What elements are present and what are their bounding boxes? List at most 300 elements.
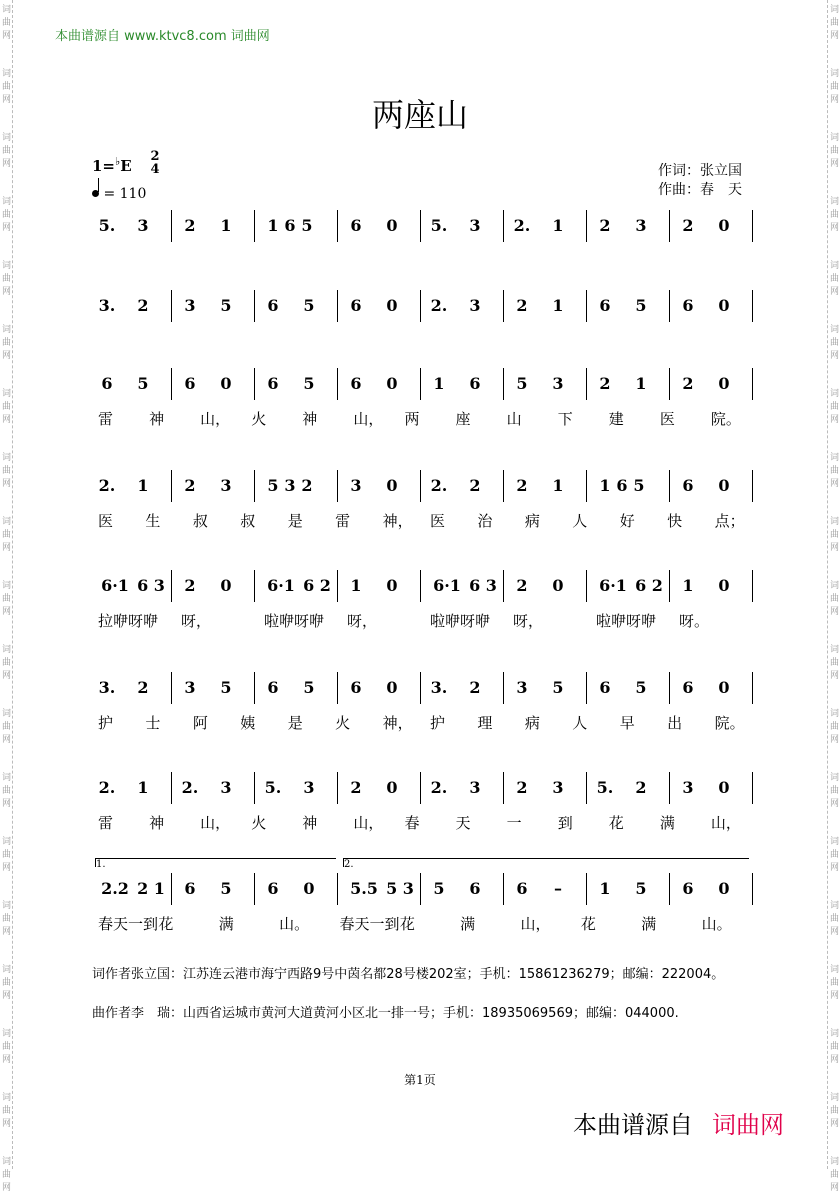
lyric: 早 [619, 714, 635, 732]
barline [752, 873, 753, 905]
barline [669, 672, 670, 704]
watermark-char: 网 [1, 607, 11, 617]
right-margin-watermark [827, 0, 840, 1193]
note: 3 [184, 678, 196, 697]
note: 0 [386, 216, 398, 235]
barline [669, 570, 670, 602]
watermark-char: 词 [1, 645, 11, 655]
note: 2 [184, 216, 196, 235]
watermark-char: 曲 [1, 978, 11, 988]
lyric: 下 [557, 410, 573, 428]
note: 2 [635, 778, 647, 797]
note: 2 [516, 476, 528, 495]
watermark-char: 曲 [1, 146, 11, 156]
barline [503, 368, 504, 400]
watermark-char: 词 [1, 389, 11, 399]
lyric: 啦咿呀咿 [264, 612, 325, 630]
lyric: 雷 [98, 814, 114, 832]
watermark-char: 网 [829, 1055, 839, 1065]
note: 5. [98, 216, 116, 235]
barline [337, 672, 338, 704]
note: 0 [386, 296, 398, 315]
note: 2 [301, 476, 313, 495]
note: 2. [513, 216, 531, 235]
lyric: 理 [477, 714, 493, 732]
watermark-char: 网 [1, 863, 11, 873]
lyric: 神 [302, 410, 318, 428]
note: 6 [469, 879, 481, 898]
watermark-char: 曲 [829, 82, 839, 92]
barline [752, 570, 753, 602]
note: 5 [303, 296, 315, 315]
left-margin-watermark [0, 0, 13, 1193]
barline [503, 873, 504, 905]
lyric: 山， [200, 410, 231, 428]
watermark-char: 网 [829, 1119, 839, 1129]
note: 5 [433, 879, 445, 898]
watermark-char: 曲 [829, 210, 839, 220]
watermark-char: 网 [1, 479, 11, 489]
lyric: 姨 [240, 714, 256, 732]
watermark-char: 网 [829, 927, 839, 937]
barline [420, 873, 421, 905]
note: 0 [718, 879, 730, 898]
note: 2 [184, 476, 196, 495]
note: 0 [718, 296, 730, 315]
watermark-char: 曲 [829, 530, 839, 540]
note: 2 [469, 476, 481, 495]
watermark-char: 词 [829, 5, 839, 15]
note: 5.5 [350, 879, 378, 898]
note: 5 [220, 678, 232, 697]
note: 3 [184, 296, 196, 315]
note: 1 [635, 374, 647, 393]
lyric: 花 [158, 915, 174, 933]
note: 6 [682, 476, 694, 495]
watermark-char: 词 [1, 5, 11, 15]
note: 1 [350, 576, 362, 595]
lyric: 拉咿呀咿 [98, 612, 159, 630]
note: 3 [552, 374, 564, 393]
note: 3 [220, 476, 232, 495]
barline [420, 210, 421, 242]
watermark-char: 网 [1, 543, 11, 553]
watermark-char: 词 [1, 1093, 11, 1103]
watermark-char: 词 [1, 901, 11, 911]
watermark-char: 词 [829, 901, 839, 911]
barline [171, 210, 172, 242]
barline [420, 672, 421, 704]
lyric: 叔 [192, 512, 208, 530]
barline [337, 368, 338, 400]
note: 1 [552, 476, 564, 495]
barline [337, 290, 338, 322]
note: 6 [599, 678, 611, 697]
watermark-char: 词 [1, 709, 11, 719]
watermark-char: 曲 [829, 274, 839, 284]
lyric: 一 [506, 814, 522, 832]
lyric: 医 [659, 410, 675, 428]
watermark-char: 词 [1, 133, 11, 143]
watermark-char: 词 [829, 709, 839, 719]
barline [669, 873, 670, 905]
note: 2 [682, 374, 694, 393]
watermark-char: 词 [829, 773, 839, 783]
lyric: 神 [149, 814, 165, 832]
lyric: 是 [287, 512, 303, 530]
note: 5 [137, 374, 149, 393]
lyric: 花 [580, 915, 596, 933]
lyric: 雷 [98, 410, 114, 428]
watermark-char: 词 [1, 837, 11, 847]
lyric: 啦咿呀咿 [596, 612, 657, 630]
barline [669, 368, 670, 400]
note: 3 [137, 216, 149, 235]
note: 0 [386, 678, 398, 697]
watermark-char: 曲 [829, 1170, 839, 1180]
barline [171, 290, 172, 322]
watermark-char: 网 [1, 415, 11, 425]
lyric: 神， [382, 512, 413, 530]
note: 2. [98, 778, 116, 797]
note: 2 [184, 576, 196, 595]
note: 3 [220, 778, 232, 797]
lyric: 呀， [513, 612, 544, 630]
barline [669, 210, 670, 242]
note: 1 [552, 216, 564, 235]
note: 2. [430, 296, 448, 315]
watermark-char: 词 [829, 1029, 839, 1039]
song-title: 两座山 [371, 96, 468, 134]
footer-composer-contact: 曲作者李 瑞：山西省运城市黄河大道黄河小区北一排一号；手机：18935069569；邮编：044000. [92, 1006, 679, 1021]
barline [586, 672, 587, 704]
note: 0 [718, 216, 730, 235]
note: – [554, 879, 562, 898]
barline [337, 570, 338, 602]
note: 1 [552, 296, 564, 315]
barline [420, 290, 421, 322]
key-signature: 1=♭E [92, 155, 132, 175]
note: 6 [682, 678, 694, 697]
note: 3. [430, 678, 448, 697]
note: 5 [303, 678, 315, 697]
barline [171, 873, 172, 905]
barline [337, 772, 338, 804]
note: 0 [386, 778, 398, 797]
lyric: 春 [404, 814, 420, 832]
note: 0 [303, 879, 315, 898]
note: 0 [386, 374, 398, 393]
watermark-char: 网 [1, 31, 11, 41]
watermark-char: 曲 [829, 978, 839, 988]
lyric: 山， [353, 814, 384, 832]
lyric: 山。 [701, 915, 732, 933]
barline [503, 772, 504, 804]
watermark-char: 网 [1, 671, 11, 681]
watermark-char: 曲 [1, 1170, 11, 1180]
barline [420, 470, 421, 502]
lyric: 满 [460, 915, 476, 933]
barline [503, 672, 504, 704]
watermark-char: 网 [1, 735, 11, 745]
watermark-char: 曲 [1, 722, 11, 732]
note: 5 [516, 374, 528, 393]
barline [420, 772, 421, 804]
watermark-char: 网 [829, 607, 839, 617]
lyric: 两 [404, 410, 420, 428]
watermark-char: 网 [829, 351, 839, 361]
barline [586, 470, 587, 502]
barline [586, 570, 587, 602]
note: 3 [469, 216, 481, 235]
barline [669, 290, 670, 322]
barline [254, 470, 255, 502]
lyric: 治 [477, 512, 493, 530]
note: 6 3 [137, 576, 165, 595]
watermark-char: 词 [829, 1157, 839, 1167]
note: 1 [599, 879, 611, 898]
note: 6 [516, 879, 528, 898]
source-header[interactable]: 本曲谱源自 www.ktvc8.com 词曲网 [55, 29, 270, 44]
watermark-char: 词 [829, 197, 839, 207]
barline [337, 470, 338, 502]
note: 3 [469, 778, 481, 797]
lyric: 到 [557, 814, 573, 832]
lyric: 满 [218, 915, 234, 933]
note: 6 2 [635, 576, 663, 595]
lyric: 神， [382, 714, 413, 732]
barline [254, 873, 255, 905]
note: 1 [137, 778, 149, 797]
note: 2. [430, 476, 448, 495]
note: 2.2 [101, 879, 129, 898]
note: 2 [516, 576, 528, 595]
watermark-char: 网 [1, 223, 11, 233]
watermark-char: 曲 [1, 914, 11, 924]
barline [752, 772, 753, 804]
note: 3. [98, 296, 116, 315]
watermark-char: 词 [829, 965, 839, 975]
note: 6 [101, 374, 113, 393]
barline [586, 290, 587, 322]
note: 2 [469, 678, 481, 697]
watermark-char: 词 [829, 133, 839, 143]
composer-credit: 作曲：春 天 [658, 182, 742, 198]
note: 1 [599, 476, 611, 495]
note: 2 [516, 778, 528, 797]
note: 0 [718, 678, 730, 697]
note: 6 [267, 374, 279, 393]
watermark-char: 曲 [829, 1042, 839, 1052]
watermark-char: 曲 [1, 1106, 11, 1116]
lyric: 山， [353, 410, 384, 428]
watermark-char: 词 [1, 965, 11, 975]
lyric: 出 [667, 714, 683, 732]
watermark-char: 词 [829, 645, 839, 655]
note: 6 [267, 879, 279, 898]
watermark-char: 网 [829, 159, 839, 169]
watermark-char: 曲 [829, 914, 839, 924]
note: 0 [220, 576, 232, 595]
watermark-char: 曲 [829, 402, 839, 412]
barline [752, 368, 753, 400]
watermark-char: 网 [1, 287, 11, 297]
watermark-char: 词 [829, 837, 839, 847]
watermark-char: 词 [1, 197, 11, 207]
note: 5. [264, 778, 282, 797]
barline [503, 570, 504, 602]
watermark-char: 曲 [1, 658, 11, 668]
note: 5 [635, 296, 647, 315]
note: 3 [303, 778, 315, 797]
brand-link[interactable]: 词曲网 [712, 1111, 784, 1139]
note: 2 1 [137, 879, 165, 898]
note: 6 [616, 476, 628, 495]
lyric: 春天一到 [339, 915, 400, 933]
note: 6 [469, 374, 481, 393]
note: 1 [137, 476, 149, 495]
watermark-char: 词 [1, 453, 11, 463]
lyric: 生 [145, 512, 161, 530]
note: 6 [350, 216, 362, 235]
watermark-char: 网 [1, 95, 11, 105]
watermark-char: 曲 [829, 850, 839, 860]
quarter-note-icon [92, 190, 99, 197]
lyric: 阿 [192, 714, 208, 732]
note: 6 [284, 216, 296, 235]
note: 5 [635, 678, 647, 697]
lyric: 人 [572, 714, 588, 732]
watermark-char: 曲 [829, 594, 839, 604]
note: 6 [682, 296, 694, 315]
lyric: 病 [524, 714, 540, 732]
watermark-char: 曲 [1, 594, 11, 604]
watermark-char: 曲 [1, 402, 11, 412]
watermark-char: 网 [829, 1183, 839, 1193]
note: 2 [137, 296, 149, 315]
note: 6·1 [267, 576, 295, 595]
lyric: 啦咿呀咿 [430, 612, 491, 630]
note: 5 [635, 879, 647, 898]
note: 3. [98, 678, 116, 697]
lyric: 医 [98, 512, 114, 530]
lyric: 满 [659, 814, 675, 832]
barline [420, 570, 421, 602]
watermark-char: 曲 [829, 786, 839, 796]
note: 6·1 [101, 576, 129, 595]
watermark-char: 词 [829, 453, 839, 463]
note: 6 [682, 879, 694, 898]
tempo-marking: = 110 [92, 186, 146, 202]
lyric: 院。 [710, 410, 741, 428]
lyric: 花 [608, 814, 624, 832]
note: 3 [635, 216, 647, 235]
note: 2. [430, 778, 448, 797]
note: 3 [552, 778, 564, 797]
note: 0 [718, 374, 730, 393]
lyric: 快 [667, 512, 683, 530]
watermark-char: 曲 [1, 530, 11, 540]
lyric: 神 [149, 410, 165, 428]
lyric: 士 [145, 714, 161, 732]
barline [254, 672, 255, 704]
barline [420, 368, 421, 400]
barline [752, 210, 753, 242]
watermark-char: 词 [1, 773, 11, 783]
barline [586, 772, 587, 804]
note: 2 [137, 678, 149, 697]
barline [171, 470, 172, 502]
lyric: 天 [455, 814, 471, 832]
note: 0 [552, 576, 564, 595]
watermark-char: 词 [829, 69, 839, 79]
lyric: 山， [200, 814, 231, 832]
barline [254, 210, 255, 242]
barline [254, 570, 255, 602]
watermark-char: 曲 [1, 18, 11, 28]
lyric: 护 [98, 714, 114, 732]
watermark-char: 网 [829, 991, 839, 1001]
barline [752, 470, 753, 502]
watermark-char: 网 [1, 799, 11, 809]
note: 5. [430, 216, 448, 235]
note: 6·1 [599, 576, 627, 595]
barline [337, 210, 338, 242]
lyric: 医 [430, 512, 446, 530]
watermark-char: 网 [1, 991, 11, 1001]
note: 5 [301, 216, 313, 235]
watermark-char: 网 [829, 543, 839, 553]
lyric: 座 [455, 410, 471, 428]
note: 0 [718, 778, 730, 797]
watermark-char: 词 [1, 1157, 11, 1167]
barline [171, 368, 172, 400]
note: 0 [718, 476, 730, 495]
watermark-char: 词 [1, 581, 11, 591]
note: 5 [267, 476, 279, 495]
barline [171, 772, 172, 804]
note: 0 [220, 374, 232, 393]
lyric: 火 [335, 714, 351, 732]
note: 6 [350, 296, 362, 315]
watermark-char: 网 [1, 1119, 11, 1129]
lyric: 满 [641, 915, 657, 933]
barline [503, 470, 504, 502]
note: 6 3 [469, 576, 497, 595]
watermark-char: 曲 [829, 18, 839, 28]
lyric: 院。 [714, 714, 745, 732]
note: 5 [220, 296, 232, 315]
watermark-char: 网 [1, 159, 11, 169]
note: 5. [596, 778, 614, 797]
note: 5 3 [386, 879, 414, 898]
volta-second-ending: 2. [343, 858, 749, 867]
barline [669, 772, 670, 804]
lyric: 病 [524, 512, 540, 530]
barline [337, 873, 338, 905]
note: 6 [267, 678, 279, 697]
footer-lyricist-contact: 词作者张立国：江苏连云港市海宁西路9号中茵名都28号楼202室；手机：15861236279；邮编：222004。 [92, 967, 725, 982]
lyric: 花 [399, 915, 415, 933]
watermark-char: 曲 [1, 338, 11, 348]
watermark-char: 网 [1, 351, 11, 361]
lyric: 火 [251, 814, 267, 832]
watermark-char: 词 [829, 517, 839, 527]
watermark-char: 词 [829, 389, 839, 399]
note: 5 [552, 678, 564, 697]
lyric: 护 [430, 714, 446, 732]
watermark-char: 词 [829, 1093, 839, 1103]
